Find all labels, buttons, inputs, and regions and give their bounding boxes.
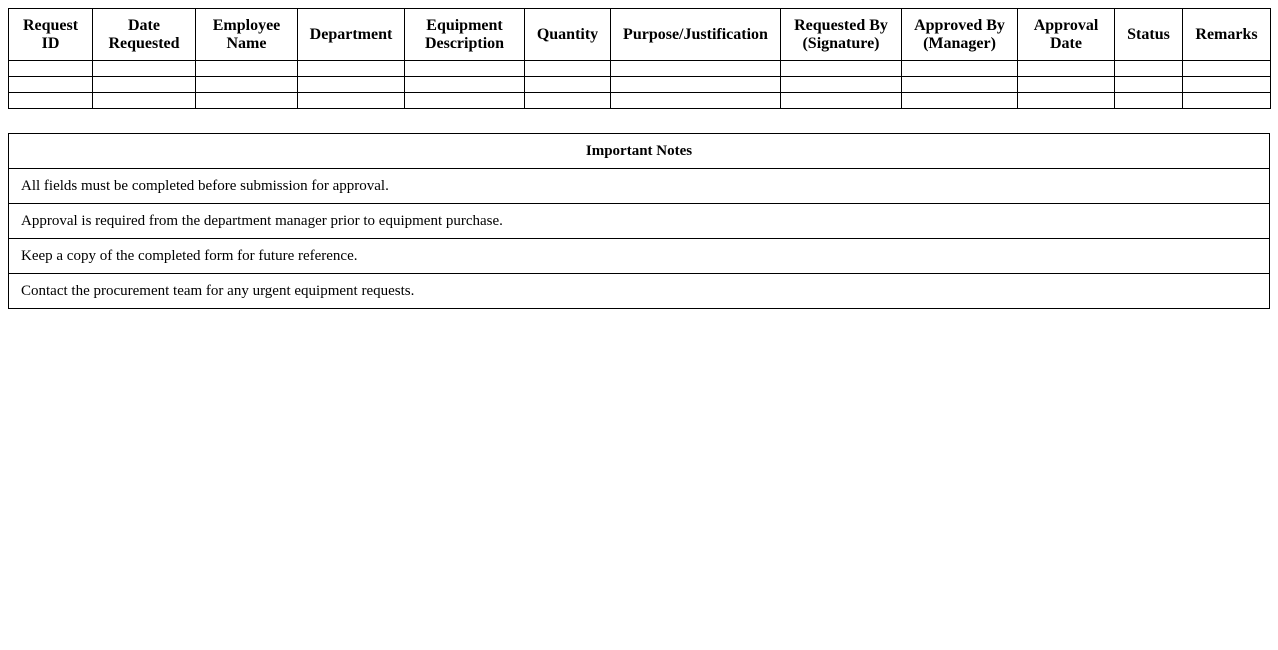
column-header-remarks: Remarks xyxy=(1183,9,1271,61)
table-cell[interactable] xyxy=(781,77,902,93)
table-cell[interactable] xyxy=(611,61,781,77)
table-row xyxy=(9,93,1271,109)
column-header-quantity: Quantity xyxy=(525,9,611,61)
table-cell[interactable] xyxy=(93,93,196,109)
table-cell[interactable] xyxy=(196,61,298,77)
column-header-purpose-justification: Purpose/Justification xyxy=(611,9,781,61)
table-cell[interactable] xyxy=(405,93,525,109)
table-cell[interactable] xyxy=(525,93,611,109)
table-cell[interactable] xyxy=(611,77,781,93)
note-row xyxy=(9,274,1270,309)
table-cell[interactable] xyxy=(298,77,405,93)
note-row xyxy=(9,239,1270,274)
table-cell[interactable] xyxy=(611,93,781,109)
table-cell[interactable] xyxy=(902,61,1018,77)
important-notes-table xyxy=(8,133,1270,309)
table-cell[interactable] xyxy=(1018,61,1115,77)
table-cell[interactable] xyxy=(525,77,611,93)
table-cell[interactable] xyxy=(1115,93,1183,109)
page xyxy=(0,0,1278,309)
table-cell[interactable] xyxy=(196,77,298,93)
note-row xyxy=(9,169,1270,204)
column-header-requested-by: Requested By (Signature) xyxy=(781,9,902,61)
column-header-status: Status xyxy=(1115,9,1183,61)
column-header-date-requested: Date Requested xyxy=(93,9,196,61)
note-item: Keep a copy of the completed form for future reference. xyxy=(9,239,1270,274)
table-cell[interactable] xyxy=(405,77,525,93)
table-cell[interactable] xyxy=(196,93,298,109)
column-header-approved-by: Approved By (Manager) xyxy=(902,9,1018,61)
table-cell[interactable] xyxy=(405,61,525,77)
table-cell[interactable] xyxy=(1115,61,1183,77)
notes-title: Important Notes xyxy=(9,134,1270,169)
table-cell[interactable] xyxy=(1183,77,1271,93)
table-cell[interactable] xyxy=(298,93,405,109)
table-cell[interactable] xyxy=(1018,93,1115,109)
table-cell[interactable] xyxy=(1183,61,1271,77)
table-cell[interactable] xyxy=(93,77,196,93)
column-header-request-id: Request ID xyxy=(9,9,93,61)
table-cell[interactable] xyxy=(902,93,1018,109)
table-cell[interactable] xyxy=(1115,77,1183,93)
notes-header-row xyxy=(9,134,1270,169)
table-cell[interactable] xyxy=(781,93,902,109)
table-cell[interactable] xyxy=(525,61,611,77)
table-cell[interactable] xyxy=(902,77,1018,93)
note-row xyxy=(9,204,1270,239)
column-header-employee-name: Employee Name xyxy=(196,9,298,61)
table-row xyxy=(9,77,1271,93)
note-item: Approval is required from the department manager prior to equipment purchase. xyxy=(9,204,1270,239)
table-cell[interactable] xyxy=(298,61,405,77)
note-item: All fields must be completed before submission for approval. xyxy=(9,169,1270,204)
table-cell[interactable] xyxy=(9,77,93,93)
table-row xyxy=(9,61,1271,77)
table-cell[interactable] xyxy=(781,61,902,77)
note-item: Contact the procurement team for any urgent equipment requests. xyxy=(9,274,1270,309)
column-header-equipment-description: Equipment Description xyxy=(405,9,525,61)
column-header-department: Department xyxy=(298,9,405,61)
column-header-approval-date: Approval Date xyxy=(1018,9,1115,61)
table-cell[interactable] xyxy=(9,93,93,109)
table-cell[interactable] xyxy=(93,61,196,77)
table-cell[interactable] xyxy=(1183,93,1271,109)
header-row xyxy=(9,9,1271,61)
table-cell[interactable] xyxy=(1018,77,1115,93)
equipment-request-table xyxy=(8,8,1271,109)
table-cell[interactable] xyxy=(9,61,93,77)
